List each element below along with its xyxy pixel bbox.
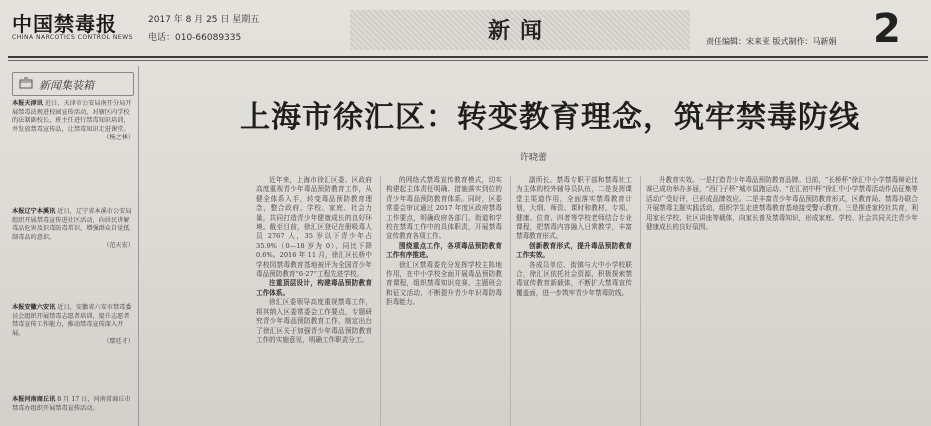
brief-lead: 本报天津讯 bbox=[12, 100, 43, 107]
article-column bbox=[516, 176, 632, 426]
article-column bbox=[646, 176, 918, 426]
brief-item bbox=[12, 304, 134, 347]
brief-item bbox=[12, 208, 134, 251]
article-paragraph: 的网络式禁毒宣传教育模式，切实构建起主体责任明确、措施落实到位的青少年毒品预防教育体系。同时，区委常委会审议通过 2017 年度区政府禁毒工作要点，明确政府各部门、街道和学校在禁毒工作中的具体职责，开展禁毒宣传教育各项工作。 bbox=[386, 176, 502, 241]
article-subheading: 创新教育形式，提升毒品预防教育工作实效。 bbox=[516, 241, 632, 260]
brief-author: （杨之林） bbox=[103, 134, 134, 142]
contact-phone: 电话：010-66089335 bbox=[148, 33, 242, 43]
brief-item bbox=[12, 100, 134, 143]
news-briefs-column bbox=[8, 66, 139, 426]
editors-credit: 责任编辑：宋来亚 版式制作：马新娟 bbox=[706, 37, 837, 46]
article-paragraph: 各成员单位、街镇与大中小学校联合，徐汇区依托社会资源，积极探索禁毒宣传教育新载体，不断扩大禁毒宣传覆盖面，进一步筑牢青少年禁毒防线。 bbox=[516, 260, 632, 297]
briefs-header-label: 新闻集装箱 bbox=[39, 79, 94, 92]
masthead bbox=[0, 0, 931, 62]
article-paragraph: 副所长、禁毒专职干部和禁毒社工为主体的校外辅导员队伍，二是发挥课堂主渠道作用，全面落实禁毒教育计划，大纲、师资、课时和教材，专项、健康、位育、四者等学校老师结合专业课程，把禁毒内容融入日常教学，丰富禁毒教育形式。 bbox=[516, 176, 632, 241]
brief-text: 8 月 17 日，河南省商丘市禁毒办组织开展禁毒宣传活动。 bbox=[12, 396, 131, 412]
masthead-rule-thin bbox=[8, 60, 928, 61]
section-label: 新闻 bbox=[488, 18, 553, 44]
brief-text: 近日，天津市公安局南开分局开展禁毒法规进校园宣传活动，对辖区内学校的法制副校长、班主任进行禁毒知识培训，并发放禁毒宣传品，让禁毒知识走进课堂。 bbox=[12, 100, 132, 133]
brief-item bbox=[12, 396, 134, 413]
paper-name-english: CHINA NARCOTICS CONTROL NEWS bbox=[12, 34, 133, 41]
brief-text: 近日，安徽省六安市禁毒委员会组织开展禁毒志愿者培训，提升志愿者禁毒宣传工作能力，推动禁毒宣传深入开展。 bbox=[12, 304, 132, 337]
article-subheading: 围绕重点工作，各项毒品预防教育工作有序推进。 bbox=[386, 241, 502, 260]
article-column bbox=[256, 176, 372, 426]
column-divider bbox=[380, 176, 381, 426]
article-paragraph: 徐汇区委领导高度重视禁毒工作，将其纳入区委常委会工作要点，专题研究青少年毒品预防教育工作，制定出台了徐汇区关于加强青少年毒品预防教育工作的实施意见，明确工作职责分工。 bbox=[256, 298, 372, 344]
brief-lead: 本报安徽六安讯 bbox=[12, 304, 56, 311]
column-divider bbox=[510, 176, 511, 426]
article-subheading: 注重顶层设计，构建毒品预防教育工作体系。 bbox=[256, 279, 372, 297]
article-paragraph: 升教育实效。一是打造青少年毒品预防教育品牌。目前，“长桥杯”徐汇中小学禁毒辩论比赛已成功举办多届，“西门子杯”城市鼠跑运动、“在汇初中杯”徐汇中小学禁毒活动作品征集等活动广受好评，已形成品牌效应。二是丰富青少年毒品预防教育形式，区教育局、禁毒办联合开展禁毒主题实践活动，组织学生走进禁毒教育基地接受警示教育。三是推进家校社共育，利用家长学校、社区讲座等载体，向家长普及禁毒知识，形成家庭、学校、社会共同关注青少年健康成长的良好氛围。 bbox=[646, 176, 918, 232]
brief-author: （鄢廷才） bbox=[103, 338, 134, 346]
article-byline: 许晓蕾 bbox=[520, 153, 548, 163]
briefs-header bbox=[12, 72, 134, 96]
article-paragraph: 徐汇区禁毒委充分发挥学校主阵地作用，在中小学校全面开展毒品预防教育课程，组织禁毒知识竞赛、主题班会和征文活动，不断提升青少年识毒防毒拒毒能力。 bbox=[386, 260, 502, 307]
issue-date: 2017 年 8 月 25 日 星期五 bbox=[148, 15, 260, 25]
container-icon bbox=[19, 77, 33, 89]
masthead-rule bbox=[8, 56, 928, 58]
page-number: 2 bbox=[873, 6, 901, 52]
paper-name: 中国禁毒报 bbox=[12, 12, 117, 36]
brief-author: （范天宏） bbox=[103, 242, 134, 250]
brief-text: 近日，辽宁省本溪市公安局组织开展禁毒宣传进社区活动，向居民讲解毒品危害及识毒防毒常识，增强群众自觉抵制毒品的意识。 bbox=[12, 208, 132, 241]
article-paragraph: 近年来，上海市徐汇区委、区政府高度重视青少年毒品预防教育工作，从健全体系入手，转变毒品预防教育理念，整合政府、学校、家庭、社会力量，共同打造青少年健康成长的良好环境。截至目前，徐汇区登记在册吸毒人员 2767 人，35 岁以下青少年占 35.9%（0—18 岁为 0），同比下降 0.6%。2016 年 11 月，徐汇区长桥中学校园禁毒教育基地被评为全国青少年毒品预防教育“6·27”工程先进学校。 bbox=[256, 176, 372, 279]
brief-lead: 本报河南商丘讯 bbox=[12, 396, 56, 403]
column-divider bbox=[640, 176, 641, 426]
article-column bbox=[386, 176, 502, 426]
brief-lead: 本报辽宁本溪讯 bbox=[12, 208, 56, 215]
article-headline: 上海市徐汇区：转变教育理念，筑牢禁毒防线 bbox=[240, 100, 860, 135]
